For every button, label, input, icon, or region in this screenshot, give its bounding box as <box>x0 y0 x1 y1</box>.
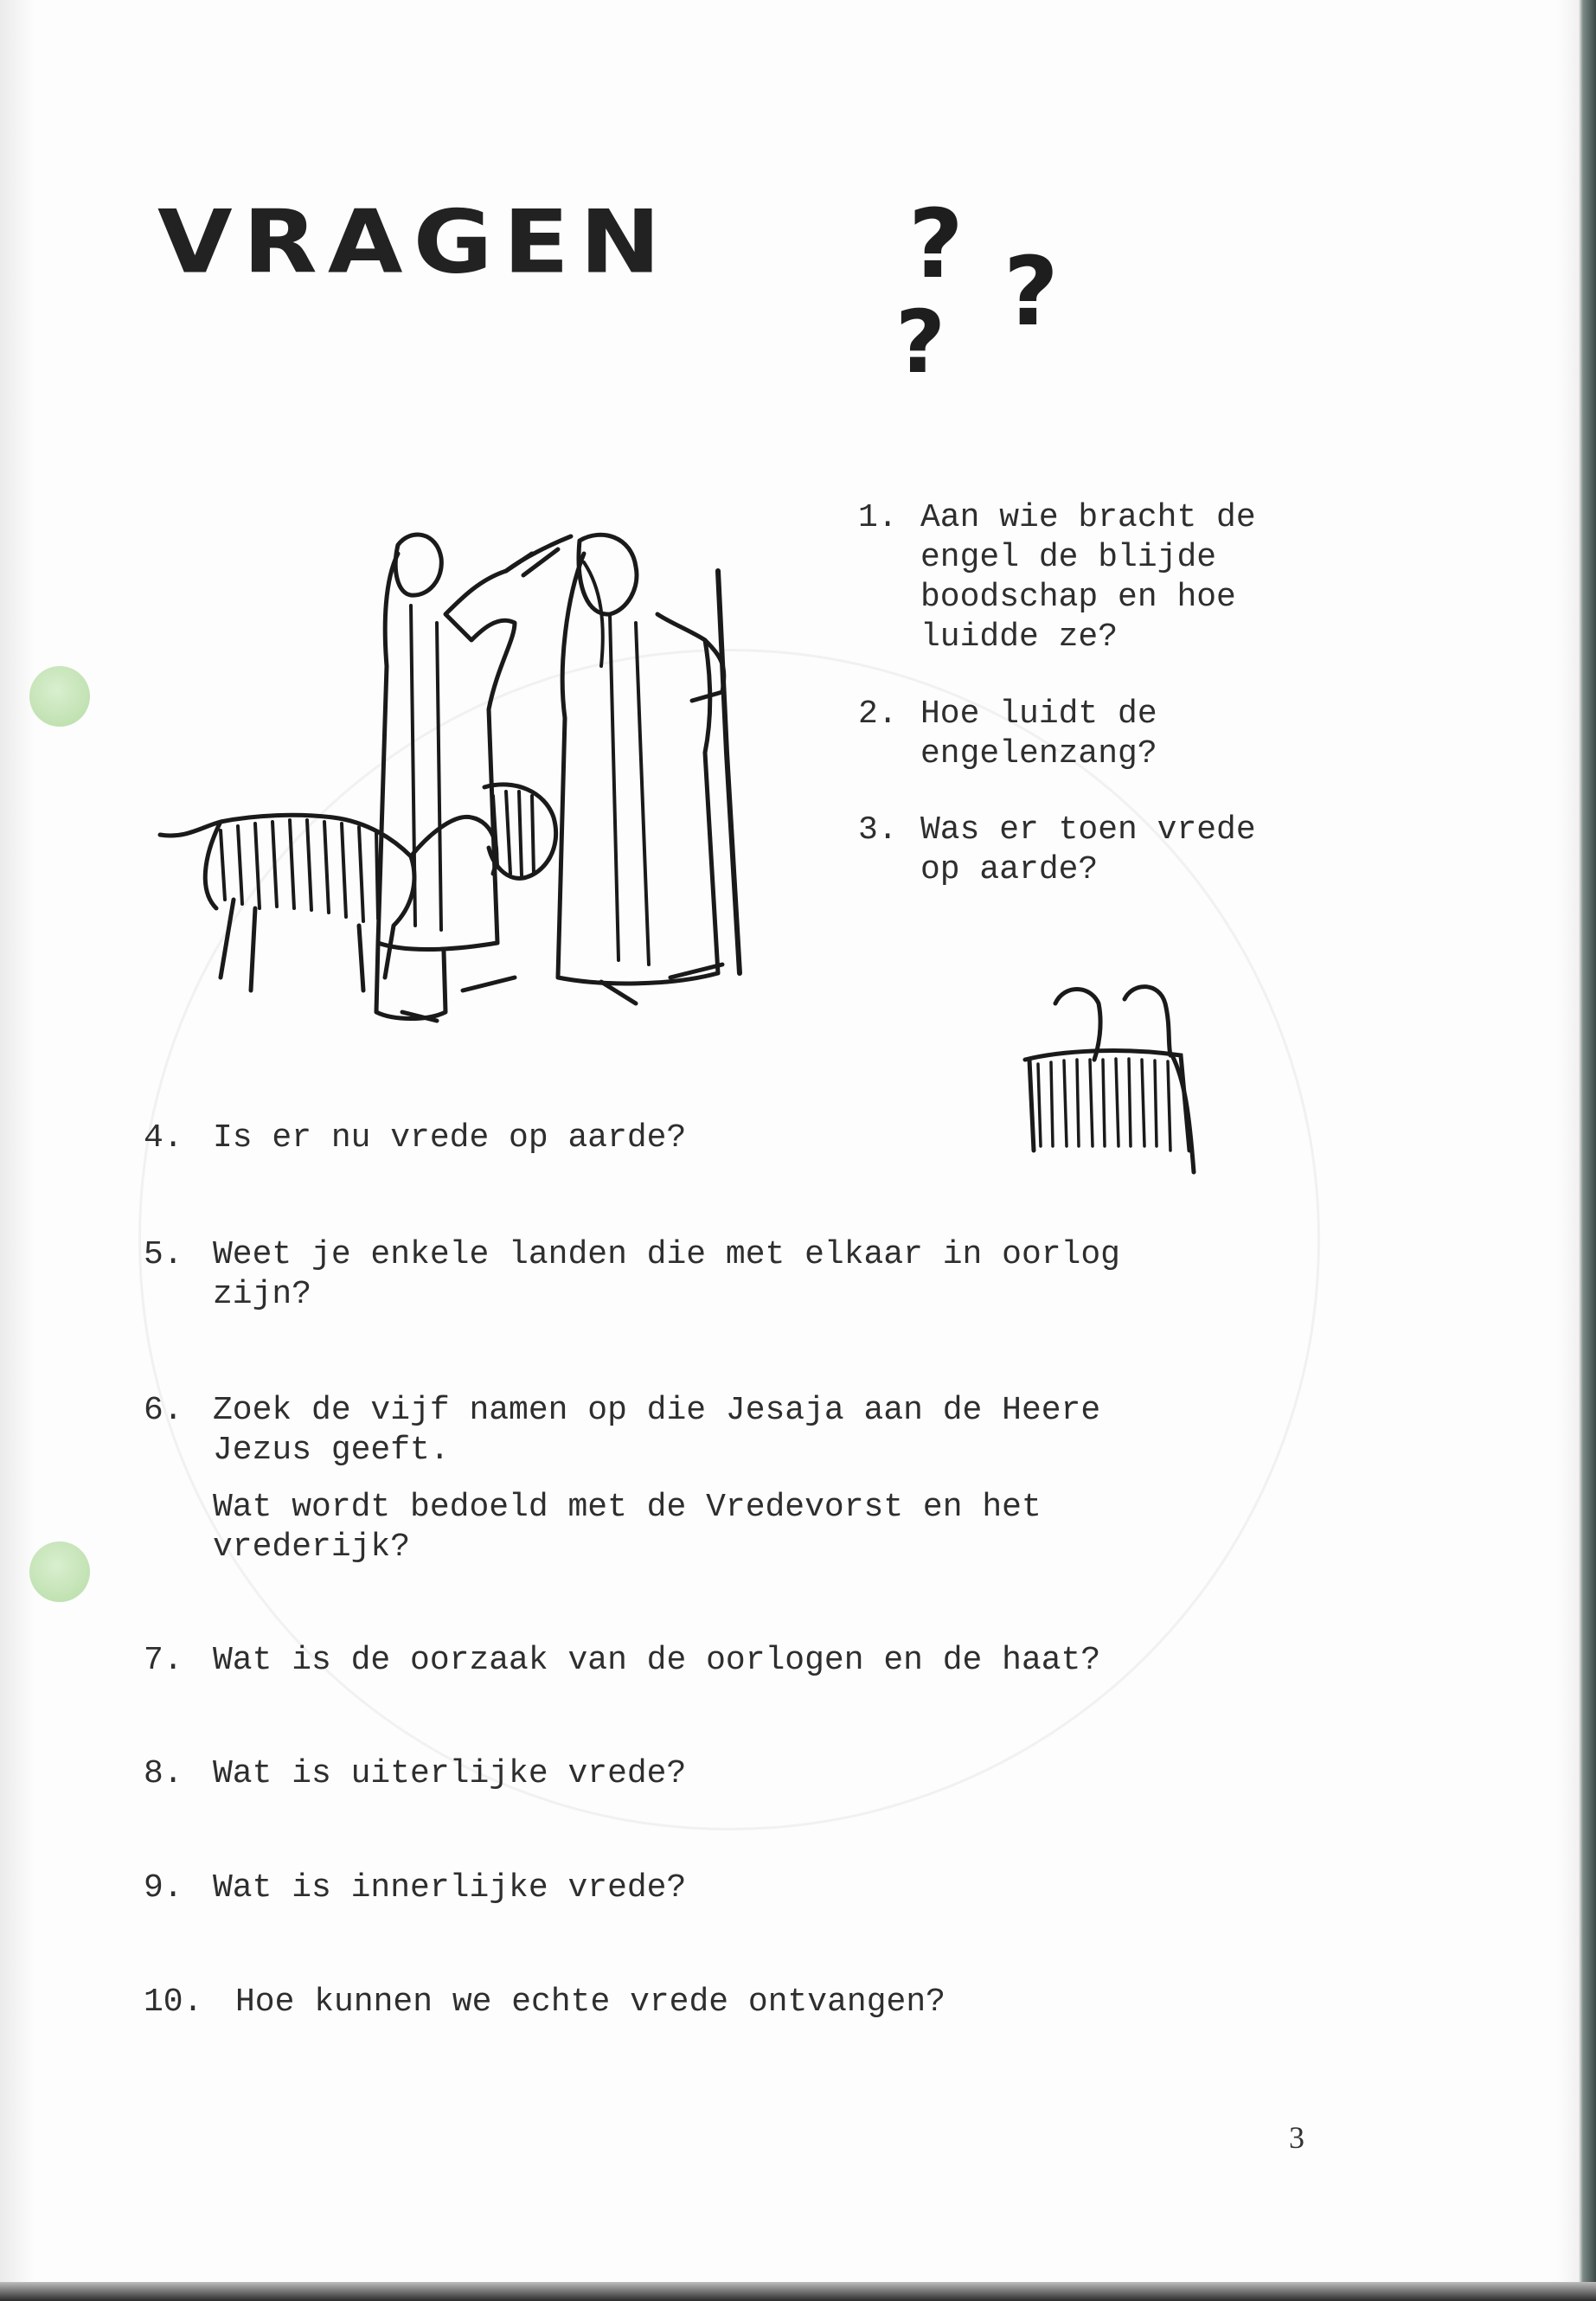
page-title: VRAGEN <box>157 192 671 293</box>
svg-text:?: ? <box>908 195 964 299</box>
page-bottom-edge <box>0 2282 1596 2301</box>
question-marks-icon <box>882 195 1090 385</box>
page-number: 3 <box>1289 2120 1304 2155</box>
question-8: 8. Wat is uiterlijke vrede? <box>144 1755 687 1792</box>
question-7: 7. Wat is de oorzaak van de oorlogen en de haat? <box>144 1642 1101 1679</box>
question-1-line-3: boodschap en hoe <box>920 579 1236 616</box>
svg-text:?: ? <box>895 292 946 385</box>
question-2: 2. Hoe luidt de <box>858 695 1157 733</box>
question-1-line-4: luidde ze? <box>920 619 1118 656</box>
question-5-line-2: zijn? <box>213 1276 312 1313</box>
shepherds-illustration <box>151 493 792 1047</box>
binder-hole-icon <box>29 1541 90 1602</box>
question-1-line-2: engel de blijde <box>920 539 1217 576</box>
svg-text:?: ? <box>1003 236 1059 347</box>
question-2-line-2: engelenzang? <box>920 735 1157 772</box>
binder-hole-icon <box>29 666 90 727</box>
two-figures-illustration <box>1016 977 1224 1176</box>
question-10: 10. Hoe kunnen we echte vrede ontvangen? <box>144 1984 945 2021</box>
question-3: 3. Was er toen vrede <box>858 811 1256 849</box>
question-6-sub-1: Wat wordt bedoeld met de Vredevorst en het <box>213 1489 1042 1526</box>
question-3-line-2: op aarde? <box>920 851 1099 888</box>
question-6-sub-2: vrederijk? <box>213 1529 411 1566</box>
question-6: 6. Zoek de vijf namen op die Jesaja aan de Heere <box>144 1392 1101 1429</box>
question-1: 1. Aan wie bracht de <box>858 499 1256 536</box>
question-9: 9. Wat is innerlijke vrede? <box>144 1869 687 1907</box>
question-5: 5. Weet je enkele landen die met elkaar in oorlog <box>144 1236 1120 1273</box>
question-6-line-2: Jezus geeft. <box>213 1432 450 1469</box>
question-4: 4. Is er nu vrede op aarde? <box>144 1119 687 1157</box>
